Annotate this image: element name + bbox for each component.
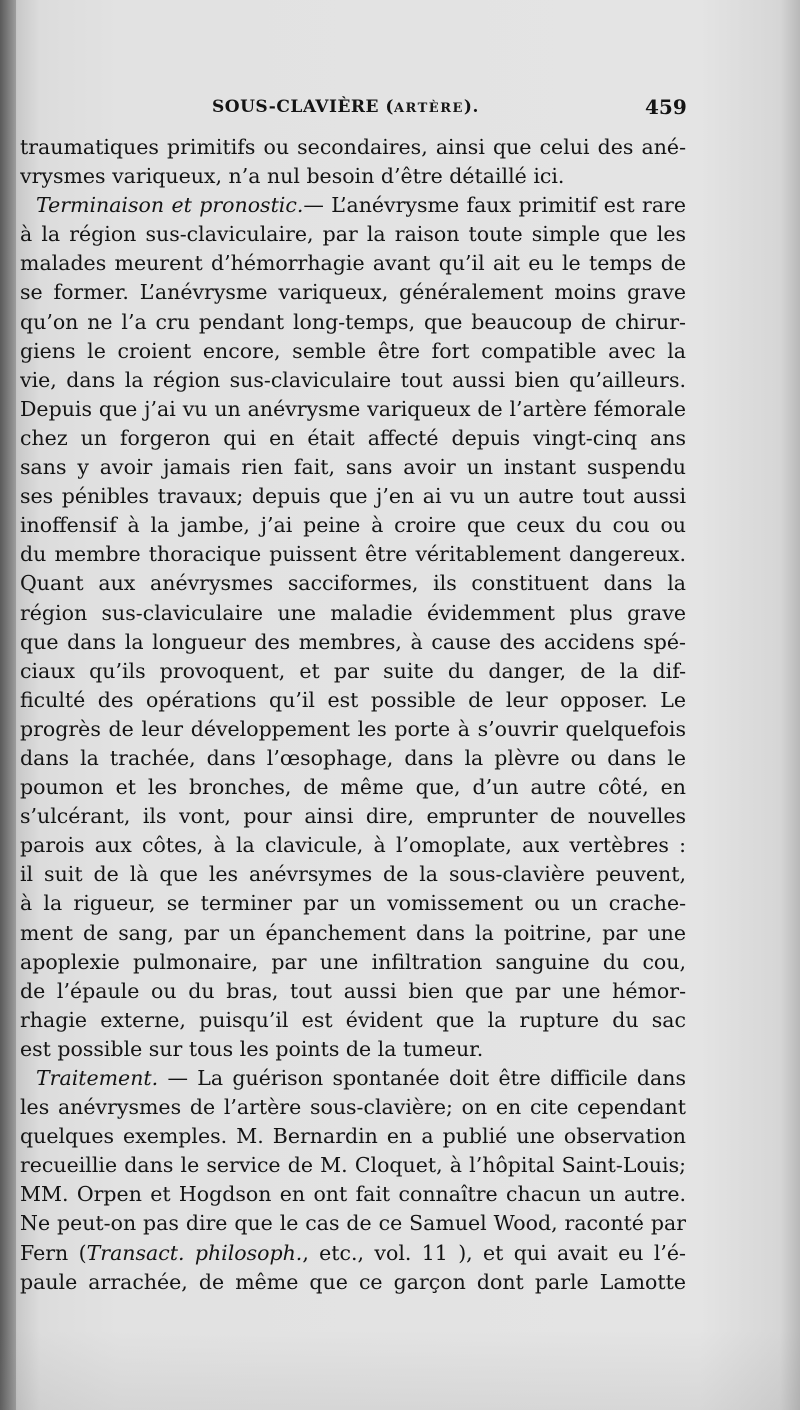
running-title-small-caps: ARTÈRE bbox=[393, 101, 464, 116]
citation-italic: Transact. philosoph. bbox=[86, 1240, 303, 1265]
text-line: apoplexie pulmonaire, par une infiltration sanguine du cou, bbox=[20, 949, 686, 974]
text-line: qu’on ne l’a cru pendant long-temps, que beaucoup de chirur- bbox=[20, 309, 686, 334]
page-bottom-shade bbox=[0, 1330, 800, 1410]
running-title bbox=[212, 97, 479, 117]
text-line: dans la trachée, dans l’œsophage, dans la plèvre ou dans le bbox=[20, 745, 686, 770]
text-line: inoffensif à la jambe, j’ai peine à croire que ceux du cou ou bbox=[20, 513, 686, 538]
run-in-heading: Traitement. bbox=[36, 1066, 159, 1090]
text-line: vie, dans la région sus-claviculaire tout aussi bien qu’ailleurs. bbox=[20, 367, 686, 392]
text-line: Quant aux anévrysmes sacciformes, ils constituent dans la bbox=[20, 571, 686, 596]
text-line: chez un forgeron qui en était affecté depuis vingt-cinq ans bbox=[20, 425, 686, 450]
text-line: rhagie externe, puisqu’il est évident que la rupture du sac bbox=[20, 1007, 686, 1032]
run-in-heading: Terminaison et pronostic. bbox=[36, 193, 304, 218]
text-line: s’ulcérant, ils vont, pour ainsi dire, emprunter de nouvelles bbox=[20, 804, 686, 829]
text-line: il suit de là que les anévrsymes de la sous-clavière peuvent, bbox=[20, 862, 686, 887]
text-line: à la rigueur, se terminer par un vomissement ou un crache- bbox=[20, 891, 686, 916]
body-text bbox=[20, 133, 686, 1297]
text-line: de l’épaule ou du bras, tout aussi bien que par une hémor- bbox=[20, 978, 686, 1003]
text-line: les anévrysmes de l’artère sous-clavière; on en cite cependant bbox=[20, 1095, 686, 1120]
text-line: paule arrachée, de même que ce garçon dont parle Lamotte bbox=[20, 1269, 686, 1294]
text-line: est possible sur tous les points de la tumeur. bbox=[20, 1036, 484, 1061]
text-line: à la région sus-claviculaire, par la raison toute simple que les bbox=[20, 222, 686, 247]
paragraph-heading-line: Terminaison et pronostic.— L’anévrysme faux primitif est rare bbox=[36, 193, 686, 218]
page-number: 459 bbox=[645, 95, 687, 119]
paragraph-heading-line: Traitement. — La guérison spontanée doit être difficile dans bbox=[36, 1066, 686, 1090]
running-title-main: SOUS-CLAVIÈRE ( bbox=[212, 97, 394, 117]
text-line: vrysmes variqueux, n’a nul besoin d’être détaillé ici. bbox=[20, 164, 565, 189]
text-line: Depuis que j’ai vu un anévrysme variqueux de l’artère fémorale bbox=[20, 396, 686, 421]
text-line: que dans la longueur des membres, à cause des accidens spé- bbox=[20, 629, 686, 654]
text-line: giens le croient encore, semble être fort compatible avec la bbox=[20, 338, 686, 363]
text-line: parois aux côtes, à la clavicule, à l’omoplate, aux vertèbres : bbox=[20, 833, 686, 858]
text-line: ciaux qu’ils provoquent, et par suite du danger, de la dif- bbox=[20, 658, 686, 683]
text-line: région sus-claviculaire une maladie évidemment plus grave bbox=[20, 600, 686, 625]
text-line: sans y avoir jamais rien fait, sans avoir un instant suspendu bbox=[20, 455, 686, 480]
page-header bbox=[0, 97, 700, 127]
text-line: malades meurent d’hémorrhagie avant qu’il ait eu le temps de bbox=[20, 251, 686, 276]
text-line: poumon et les bronches, de même que, d’un autre côté, en bbox=[20, 775, 686, 800]
text-line: progrès de leur développement les porte à s’ouvrir quelquefois bbox=[20, 716, 686, 741]
text-line: recueillie dans le service de M. Cloquet, à l’hôpital Saint-Louis; bbox=[20, 1153, 686, 1178]
text-line: du membre thoracique puissent être véritablement dangereux. bbox=[20, 542, 686, 567]
text-line: Fern (Transact. philosoph., etc., vol. 11 ), et qui avait eu l’é- bbox=[20, 1240, 686, 1265]
text-line: MM. Orpen et Hogdson en ont fait connaître chacun un autre. bbox=[20, 1182, 686, 1207]
text-line: ficulté des opérations qu’il est possible de leur opposer. Le bbox=[20, 687, 686, 712]
text-line: traumatiques primitifs ou secondaires, ainsi que celui des ané- bbox=[20, 135, 686, 159]
binding-gutter bbox=[0, 0, 16, 1410]
text-line: ses pénibles travaux; depuis que j’en ai vu un autre tout aussi bbox=[20, 484, 686, 509]
text-line: ment de sang, par un épanchement dans la poitrine, par une bbox=[20, 920, 686, 945]
text-line: Ne peut-on pas dire que le cas de ce Samuel Wood, raconté par bbox=[20, 1211, 686, 1236]
running-title-end: ). bbox=[463, 97, 479, 117]
text-line: se former. L’anévrysme variqueux, généralement moins grave bbox=[20, 280, 686, 305]
text-line: quelques exemples. M. Bernardin en a publié une observation bbox=[20, 1124, 686, 1149]
